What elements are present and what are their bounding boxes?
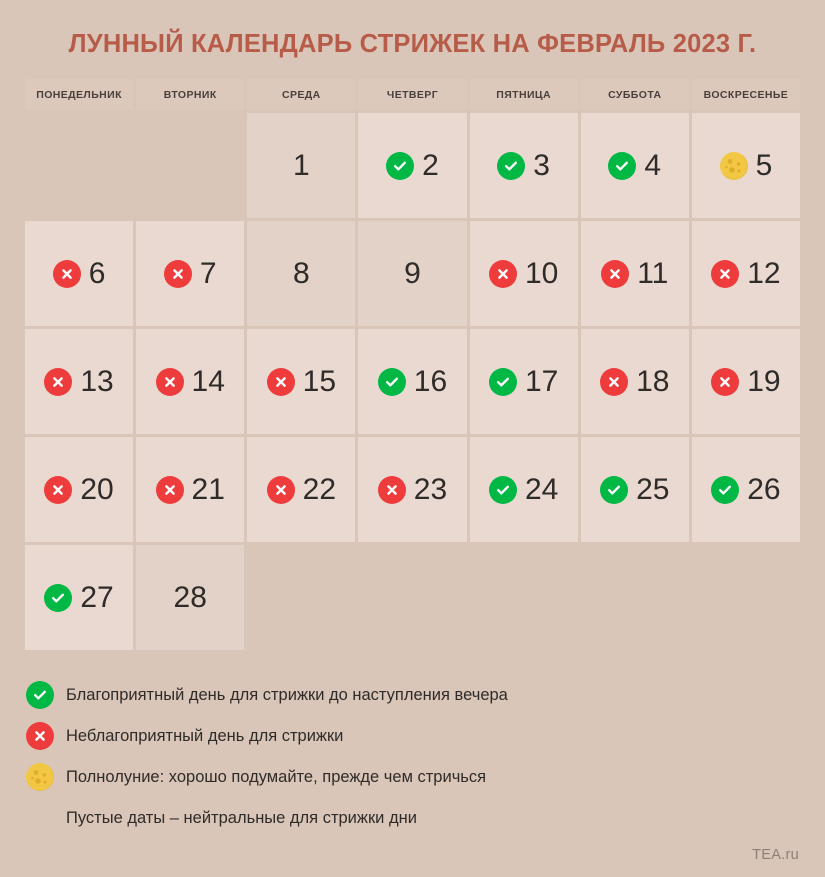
calendar-day-cell[interactable] <box>358 221 466 326</box>
calendar-day-cell[interactable] <box>25 437 133 542</box>
day-cell-content <box>692 221 800 326</box>
calendar-day-cell[interactable] <box>247 113 355 218</box>
day-number: 3 <box>533 148 550 182</box>
calendar-day-cell[interactable] <box>136 545 244 650</box>
calendar-day-cell[interactable] <box>25 545 133 650</box>
cross-icon <box>44 476 72 504</box>
day-cell-content <box>470 221 578 326</box>
legend <box>26 681 803 832</box>
day-number: 16 <box>413 364 448 398</box>
check-icon <box>26 681 54 709</box>
calendar-day-cell[interactable] <box>692 437 800 542</box>
day-number: 7 <box>199 256 217 290</box>
calendar-week-row <box>25 437 800 542</box>
day-number: 11 <box>637 256 669 290</box>
calendar-day-cell[interactable] <box>25 221 133 326</box>
calendar-day-cell[interactable] <box>136 437 244 542</box>
calendar-cell-empty <box>358 545 466 650</box>
day-cell-content <box>136 545 244 650</box>
day-number: 18 <box>636 364 670 398</box>
calendar-day-cell[interactable] <box>692 329 800 434</box>
day-cell-content <box>247 437 355 542</box>
calendar-day-cell[interactable] <box>136 221 244 326</box>
calendar-day-cell[interactable] <box>247 221 355 326</box>
weekday-header-friday: ПЯТНИЦА <box>470 79 578 110</box>
calendar-week-row <box>25 221 800 326</box>
day-cell-content <box>25 113 133 218</box>
cross-icon <box>44 368 72 396</box>
calendar-header <box>25 79 800 110</box>
weekday-header-thursday: ЧЕТВЕРГ <box>358 79 466 110</box>
day-cell-content <box>136 329 244 434</box>
day-number: 15 <box>302 364 337 398</box>
day-number: 24 <box>524 472 559 506</box>
cross-icon <box>378 476 406 504</box>
check-icon <box>386 152 414 180</box>
calendar-day-cell[interactable] <box>581 113 689 218</box>
cross-icon <box>26 722 54 750</box>
calendar-week-row <box>25 329 800 434</box>
page-title: ЛУННЫЙ КАЛЕНДАРЬ СТРИЖЕК НА ФЕВРАЛЬ 2023 Г. <box>68 30 757 58</box>
day-cell-content <box>692 113 800 218</box>
calendar-day-cell[interactable] <box>247 437 355 542</box>
day-number: 23 <box>413 472 448 506</box>
day-cell-content <box>358 329 466 434</box>
calendar-cell-empty <box>581 545 689 650</box>
calendar-day-cell[interactable] <box>25 329 133 434</box>
check-icon <box>489 476 517 504</box>
day-number: 10 <box>524 256 559 290</box>
cross-icon <box>156 476 184 504</box>
full-moon-icon <box>26 763 54 791</box>
calendar-day-cell[interactable] <box>358 329 466 434</box>
weekday-header-row <box>25 79 800 110</box>
legend-label: Полнолуние: хорошо подумайте, прежде чем стричься <box>66 767 487 786</box>
day-number: 6 <box>88 256 106 290</box>
cross-icon <box>267 368 295 396</box>
calendar-cell-empty <box>247 545 355 650</box>
day-cell-content <box>247 329 355 434</box>
day-number: 17 <box>524 364 559 398</box>
day-cell-content <box>470 329 578 434</box>
day-number: 20 <box>80 472 114 506</box>
full-moon-icon <box>720 152 748 180</box>
check-icon <box>44 584 72 612</box>
cross-icon <box>489 260 517 288</box>
cross-icon <box>711 368 739 396</box>
calendar-day-cell[interactable] <box>470 221 578 326</box>
day-cell-content <box>247 113 355 218</box>
day-cell-content <box>136 113 244 218</box>
day-cell-content <box>136 221 244 326</box>
day-number: 1 <box>293 148 310 182</box>
day-cell-content <box>358 437 466 542</box>
day-cell-content <box>25 545 133 650</box>
calendar-cell-empty <box>470 545 578 650</box>
cross-icon <box>164 260 192 288</box>
day-cell-content <box>25 221 133 326</box>
calendar-week-row <box>25 113 800 218</box>
calendar-table <box>22 76 803 653</box>
legend-label: Пустые даты – нейтральные для стрижки дни <box>66 808 417 827</box>
cross-icon <box>600 368 628 396</box>
day-number: 13 <box>80 364 114 398</box>
day-number: 2 <box>422 148 439 182</box>
weekday-header-saturday: СУББОТА <box>581 79 689 110</box>
check-icon <box>608 152 636 180</box>
day-number: 12 <box>747 256 781 290</box>
legend-row <box>26 722 803 750</box>
legend-row <box>26 763 803 791</box>
day-number: 9 <box>404 256 421 290</box>
day-cell-content <box>470 545 578 650</box>
calendar-body <box>25 113 800 650</box>
calendar-day-cell[interactable] <box>470 437 578 542</box>
day-cell-content <box>692 545 800 650</box>
day-cell-content <box>692 329 800 434</box>
day-cell-content <box>358 545 466 650</box>
day-cell-content <box>358 221 466 326</box>
day-cell-content <box>25 329 133 434</box>
day-number: 25 <box>636 472 670 506</box>
calendar-day-cell[interactable] <box>581 221 689 326</box>
legend-label: Неблагоприятный день для стрижки <box>66 726 344 745</box>
calendar-cell-empty <box>692 545 800 650</box>
calendar-cell-empty <box>25 113 133 218</box>
calendar-day-cell[interactable] <box>470 113 578 218</box>
check-icon <box>711 476 739 504</box>
check-icon <box>378 368 406 396</box>
legend-row <box>26 681 803 709</box>
calendar-day-cell[interactable] <box>581 437 689 542</box>
day-cell-content <box>358 113 466 218</box>
day-cell-content <box>470 437 578 542</box>
check-icon <box>489 368 517 396</box>
calendar-day-cell[interactable] <box>358 437 466 542</box>
check-icon <box>600 476 628 504</box>
weekday-header-monday: ПОНЕДЕЛЬНИК <box>25 79 133 110</box>
day-number: 14 <box>191 364 225 398</box>
calendar-day-cell[interactable] <box>692 221 800 326</box>
calendar-day-cell[interactable] <box>358 113 466 218</box>
day-cell-content <box>25 437 133 542</box>
day-cell-content <box>581 437 689 542</box>
calendar-day-cell[interactable] <box>470 329 578 434</box>
day-number: 26 <box>747 472 781 506</box>
day-number: 8 <box>293 256 310 290</box>
cross-icon <box>601 260 629 288</box>
check-icon <box>497 152 525 180</box>
cross-icon <box>53 260 81 288</box>
cross-icon <box>267 476 295 504</box>
weekday-header-tuesday: ВТОРНИК <box>136 79 244 110</box>
day-cell-content <box>581 221 689 326</box>
day-cell-content <box>247 221 355 326</box>
day-cell-content <box>581 113 689 218</box>
calendar-day-cell[interactable] <box>247 329 355 434</box>
day-cell-content <box>470 113 578 218</box>
legend-label: Благоприятный день для стрижки до наступления вечера <box>66 685 508 704</box>
calendar-week-row <box>25 545 800 650</box>
day-number: 27 <box>80 580 114 614</box>
day-cell-content <box>581 329 689 434</box>
calendar-day-cell[interactable] <box>692 113 800 218</box>
day-number: 28 <box>173 580 207 614</box>
legend-row <box>26 804 803 832</box>
calendar-day-cell[interactable] <box>136 329 244 434</box>
brand-label: TEA.ru <box>752 847 799 863</box>
weekday-header-sunday: ВОСКРЕСЕНЬЕ <box>692 79 800 110</box>
calendar-day-cell[interactable] <box>581 329 689 434</box>
calendar-cell-empty <box>136 113 244 218</box>
cross-icon <box>711 260 739 288</box>
day-cell-content <box>136 437 244 542</box>
day-cell-content <box>692 437 800 542</box>
weekday-header-wednesday: СРЕДА <box>247 79 355 110</box>
day-number: 21 <box>191 472 225 506</box>
day-number: 5 <box>755 148 773 182</box>
day-cell-content <box>247 545 355 650</box>
day-cell-content <box>581 545 689 650</box>
cross-icon <box>156 368 184 396</box>
day-number: 4 <box>644 148 662 182</box>
day-number: 19 <box>747 364 781 398</box>
day-number: 22 <box>302 472 337 506</box>
